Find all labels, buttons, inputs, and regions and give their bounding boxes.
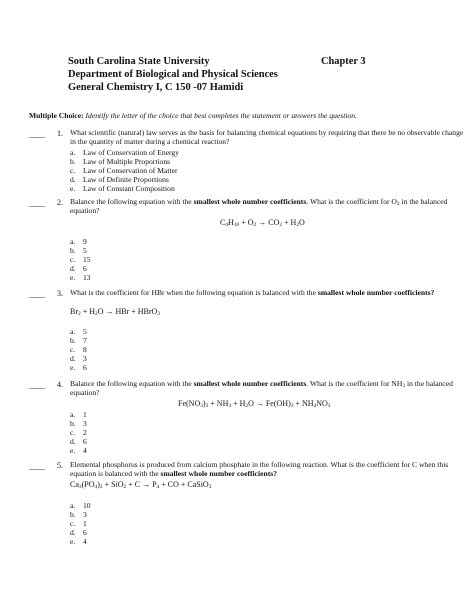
subscript: 3	[208, 484, 212, 490]
answer-blank: ____	[29, 130, 45, 139]
subscript: 3	[205, 403, 209, 409]
equation: $Ca_3(PO_4)_2 + SiO_2 + C \to P_4$ + CO + CaSiO$_3$	[70, 480, 212, 490]
answer-blank: ____	[29, 199, 45, 208]
choice: b. 3	[70, 510, 87, 519]
department-name: Department of Biological and Physical Sciences	[68, 69, 278, 80]
choice: a. 1	[70, 410, 87, 419]
question-2-text: Balance the following equation with the smallest whole number coefficients. What is the coefficient for $O_2$ in the balanced equation?	[70, 197, 448, 216]
choice: a. 10	[70, 501, 91, 510]
equation: $Br_2 + H_2O$ → HBr + HBrO$_3$	[70, 307, 161, 317]
subscript: 3	[290, 403, 294, 409]
answer-blank: ____	[29, 381, 45, 390]
course-title: General Chemistry I, C 150 -07 Hamidi	[68, 82, 244, 93]
choice: d. 6	[70, 528, 87, 537]
instructions-text: Identify the letter of the choice that best completes the statement or answers the question.	[85, 111, 357, 120]
choice: b. 7	[70, 336, 87, 345]
choice: c. Law of Conservation of Matter	[70, 166, 178, 175]
question-number: 2.	[57, 198, 63, 207]
subscript: 3	[157, 311, 161, 317]
question-number: 5.	[57, 461, 63, 470]
equation: $Fe(NO_3)_3 + NH_3 + H_2O \to Fe(OH)_3 + NH_4NO_3$	[178, 399, 331, 409]
choice: e. Law of Constant Composition	[70, 184, 175, 193]
equation: $C_4H_{10} + O_2 \to CO_2 + H_2O$	[220, 218, 305, 228]
choice: b. Law of Multiple Proportions	[70, 157, 171, 166]
choice: d. 6	[70, 264, 87, 273]
subscript: 2	[296, 222, 300, 228]
choice: a. 5	[70, 327, 87, 336]
choice: c. 15	[70, 255, 91, 264]
instructions-label: Multiple Choice:	[29, 111, 84, 120]
answer-blank: ____	[29, 462, 45, 471]
chapter-label: Chapter 3	[321, 56, 366, 67]
choice: b. 5	[70, 246, 87, 255]
instructions	[29, 111, 357, 120]
subscript: 2	[99, 484, 103, 490]
subscript: 4	[225, 222, 229, 228]
subscript: 3	[228, 403, 232, 409]
question-number: 4.	[57, 380, 63, 389]
subscript: 2	[253, 222, 257, 228]
subscript: 4	[94, 484, 98, 490]
question-4-text: Balance the following equation with the smallest whole number coefficients. What is the coefficient for $NH_3$ in the balanced equation?	[70, 379, 453, 398]
subscript: 2	[245, 403, 249, 409]
choice: a. 9	[70, 237, 87, 246]
question-1-text: What scientific (natural) law serves as the basis for balancing chemical equations by requiring that there be no observable change in the quantity of matter during a chemical reaction?	[70, 128, 464, 147]
question-5-text: Elemental phosphorus is produced from calcium phosphate in the following reaction. What is the coefficient for C when this equation is balanced with the smallest whole number coefficients?	[70, 460, 449, 479]
subscript: 3	[200, 403, 203, 409]
subscript: 10	[233, 222, 240, 228]
subscript: 4	[313, 403, 317, 409]
subscript: 3	[78, 484, 82, 490]
university-name: South Carolina State University	[68, 56, 210, 67]
answer-blank: ____	[29, 290, 45, 299]
question-3-text: What is the coefficient for HBr when the following equation is balanced with the smallest whole number coefficients?	[70, 288, 435, 297]
choice: e. 4	[70, 537, 87, 546]
subscript: 2	[279, 222, 283, 228]
choice: b. 3	[70, 419, 87, 428]
subscript: 3	[327, 403, 331, 409]
question-number: 3.	[57, 289, 63, 298]
subscript: 2	[95, 311, 98, 317]
choice: e. 4	[70, 446, 87, 455]
question-number: 1.	[57, 129, 63, 138]
choice: d. 6	[70, 437, 87, 446]
subscript: 2	[123, 484, 127, 490]
choice: c. 2	[70, 428, 87, 437]
subscript: 2	[78, 311, 81, 317]
choice: e. 6	[70, 363, 87, 372]
choice: d. Law of Definite Proportions	[70, 175, 169, 184]
choice: c. 1	[70, 519, 87, 528]
subscript: 4	[156, 484, 160, 490]
choice: d. 3	[70, 354, 87, 363]
choice: c. 8	[70, 345, 87, 354]
choice: e. 13	[70, 273, 91, 282]
choice: a. Law of Conservation of Energy	[70, 148, 180, 157]
